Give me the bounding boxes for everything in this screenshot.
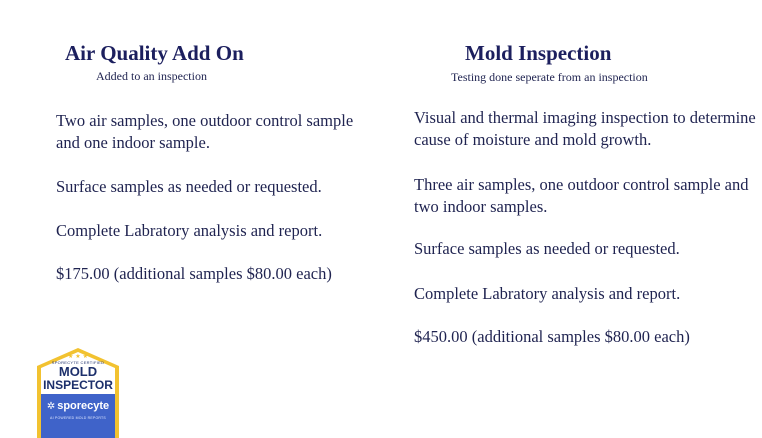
air-quality-subtitle: Added to an inspection (96, 69, 207, 83)
air-quality-paragraph: Complete Labratory analysis and report. (56, 221, 323, 240)
badge-mold-text: MOLD (58, 364, 98, 379)
mold-inspection-price: $450.00 (additional samples $80.00 each) (414, 327, 690, 346)
mold-inspection-paragraph: Surface samples as needed or requested. (414, 239, 680, 258)
air-quality-paragraph: Two air samples, one outdoor control sample and one indoor sample. (56, 111, 354, 152)
svg-text:★ ★ ★: ★ ★ ★ (68, 353, 88, 360)
mold-inspector-badge (33, 346, 123, 438)
sporecyte-logo-icon: ✲ (46, 401, 56, 412)
mold-inspection-paragraph: Three air samples, one outdoor control sample and two indoor samples. (414, 175, 749, 216)
mold-inspection-paragraph: Visual and thermal imaging inspection to determine cause of moisture and mold growth. (414, 108, 756, 149)
mold-inspection-paragraph: Complete Labratory analysis and report. (414, 284, 681, 303)
mold-inspection-subtitle: Testing done seperate from an inspection (451, 70, 648, 84)
air-quality-paragraph: Surface samples as needed or requested. (56, 177, 322, 196)
mold-inspection-title: Mold Inspection (465, 41, 612, 65)
badge-inspector-text: INSPECTOR (43, 378, 113, 392)
badge-brand (33, 400, 123, 412)
badge-brand-text: sporecyte (57, 400, 110, 412)
badge-top-text: SPORECYTE CERTIFIED (51, 360, 105, 365)
air-quality-price: $175.00 (additional samples $80.00 each) (56, 264, 332, 283)
air-quality-title: Air Quality Add On (65, 41, 244, 65)
badge-footer-text: AI POWERED MOLD REPORTS (50, 416, 106, 420)
